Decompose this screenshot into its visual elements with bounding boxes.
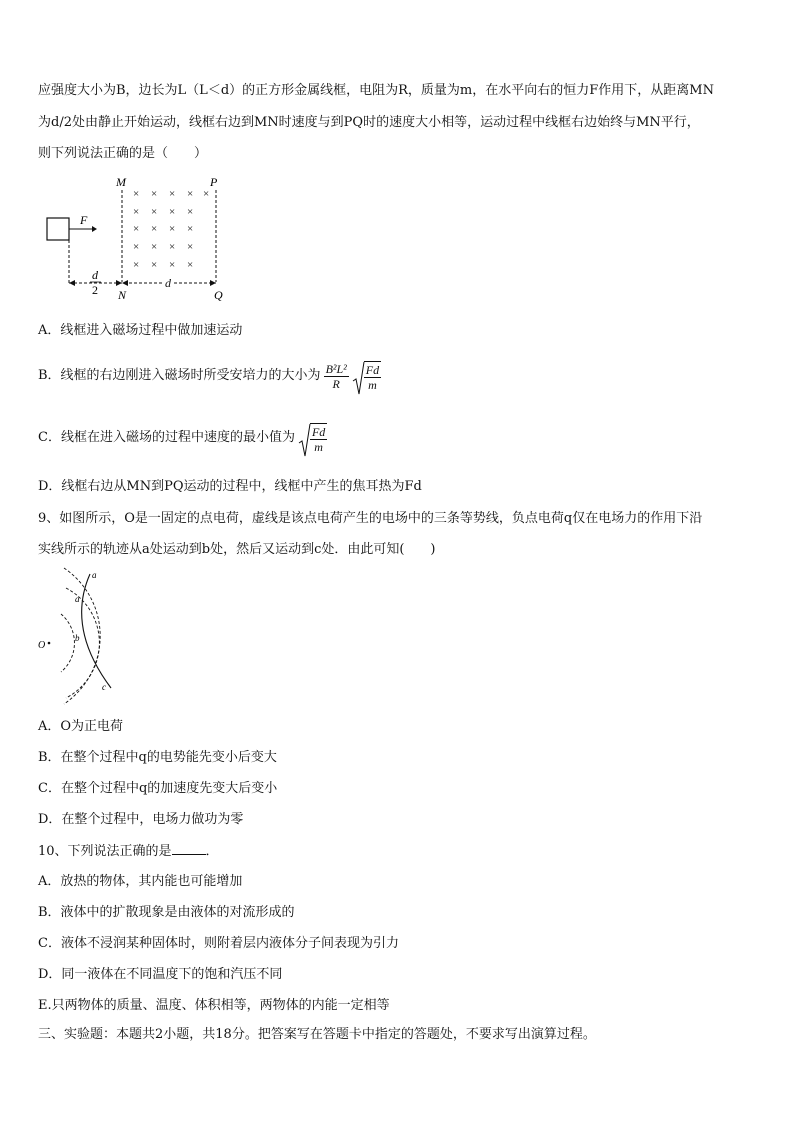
svg-text:×: × <box>151 188 158 200</box>
label-n: N <box>118 288 127 302</box>
q8-option-b-fraction: $\frac{\text{B²L²}}{R}$ <box>325 361 347 391</box>
equipotential-figure <box>36 566 136 706</box>
q9-stem-line-2: 实线所示的轨迹从a处运动到b处，然后又运动到c处．由此可知( ) <box>38 542 436 557</box>
magnetic-field-figure <box>40 170 240 310</box>
svg-text:×: × <box>151 259 158 271</box>
svg-text:×: × <box>151 206 158 218</box>
magnetic-field-crosses <box>133 188 209 271</box>
square-frame <box>47 218 69 240</box>
label-a: a <box>92 570 97 580</box>
q8-option-c-text: C．线框在进入磁场的过程中速度的最小值为 <box>38 430 295 445</box>
svg-text:×: × <box>169 241 176 253</box>
svg-text:×: × <box>133 241 140 253</box>
q8-stem-line-2: 为d/2处由静止开始运动，线框右边到MN时速度与到PQ时的速度大小相等，运动过程中线框右边始终与MN平行， <box>38 115 700 130</box>
svg-text:×: × <box>133 259 140 271</box>
svg-text:×: × <box>187 241 194 253</box>
label-f: F <box>80 213 88 227</box>
q8-option-c <box>38 418 327 458</box>
svg-text:×: × <box>187 259 194 271</box>
label-o: O <box>38 640 46 651</box>
label-d-num: d <box>92 268 98 282</box>
q8-option-d: D．线框右边从MN到PQ运动的过程中，线框中产生的焦耳热为Fd <box>38 479 422 494</box>
answer-blank <box>172 842 206 855</box>
svg-text:×: × <box>169 223 176 235</box>
q10-option-d: D．同一液体在不同温度下的饱和汽压不同 <box>38 967 283 982</box>
q8-stem-line-3: 则下列说法正确的是（ ） <box>38 146 208 161</box>
label-p: P <box>210 175 218 189</box>
svg-text:×: × <box>133 223 140 235</box>
svg-text:×: × <box>187 223 194 235</box>
label-d: d <box>165 276 171 290</box>
svg-text:×: × <box>203 188 210 200</box>
q8-option-b-sqrt: $\frac{Fd}{m}$ <box>352 361 381 392</box>
svg-text:×: × <box>151 241 158 253</box>
section-3-heading: 三、实验题：本题共2小题，共18分。把答案写在答题卡中指定的答题处，不要求写出演算过程。 <box>38 1027 596 1042</box>
svg-text:×: × <box>169 188 176 200</box>
q9-option-b: B．在整个过程中q的电势能先变小后变大 <box>38 750 277 765</box>
q10-stem: 10、下列说法正确的是 ． <box>38 844 219 859</box>
equipotential-outer <box>64 568 100 704</box>
svg-text:×: × <box>133 206 140 218</box>
svg-text:×: × <box>187 206 194 218</box>
equipotential-inner <box>61 614 74 672</box>
label-q: Q <box>214 288 223 302</box>
q8-option-b <box>38 356 381 396</box>
equipotential-middle <box>66 588 99 698</box>
svg-text:×: × <box>169 259 176 271</box>
q8-option-b-text: B．线框的右边刚进入磁场时所受安培力的大小为 <box>38 368 321 383</box>
trajectory <box>82 574 111 688</box>
q10-option-a: A．放热的物体，其内能也可能增加 <box>38 874 243 889</box>
svg-text:a: a <box>75 594 80 604</box>
charge-o <box>48 642 51 645</box>
q8-option-c-sqrt: $\frac{Fd}{m}$ <box>298 423 327 454</box>
label-m: M <box>116 175 126 189</box>
svg-text:×: × <box>187 188 194 200</box>
q8-option-a: A．线框进入磁场过程中做加速运动 <box>38 323 243 338</box>
svg-text:×: × <box>169 206 176 218</box>
q10-option-e: E.只两物体的质量、温度、体积相等，两物体的内能一定相等 <box>38 998 390 1013</box>
label-d-den: 2 <box>92 283 98 297</box>
label-c: c <box>102 682 106 692</box>
q9-option-c: C．在整个过程中q的加速度先变大后变小 <box>38 781 278 796</box>
q9-option-d: D．在整个过程中，电场力做功为零 <box>38 812 244 827</box>
svg-text:×: × <box>133 188 140 200</box>
q9-stem-line-1: 9、如图所示，O是一固定的点电荷，虚线是该点电荷产生的电场中的三条等势线，负点电荷q仅在电场力的作用下沿 <box>38 511 703 526</box>
q10-option-b: B．液体中的扩散现象是由液体的对流形成的 <box>38 905 295 920</box>
svg-text:×: × <box>151 223 158 235</box>
q8-stem-line-1: 应强度大小为B，边长为L（L＜d）的正方形金属线框，电阻为R，质量为m，在水平向右的恒力F作用下，从距离MN <box>38 83 714 98</box>
q9-option-a: A．O为正电荷 <box>38 719 124 734</box>
q10-option-c: C．液体不浸润某种固体时，则附着层内液体分子间表现为引力 <box>38 936 399 951</box>
label-b: b <box>75 633 80 643</box>
